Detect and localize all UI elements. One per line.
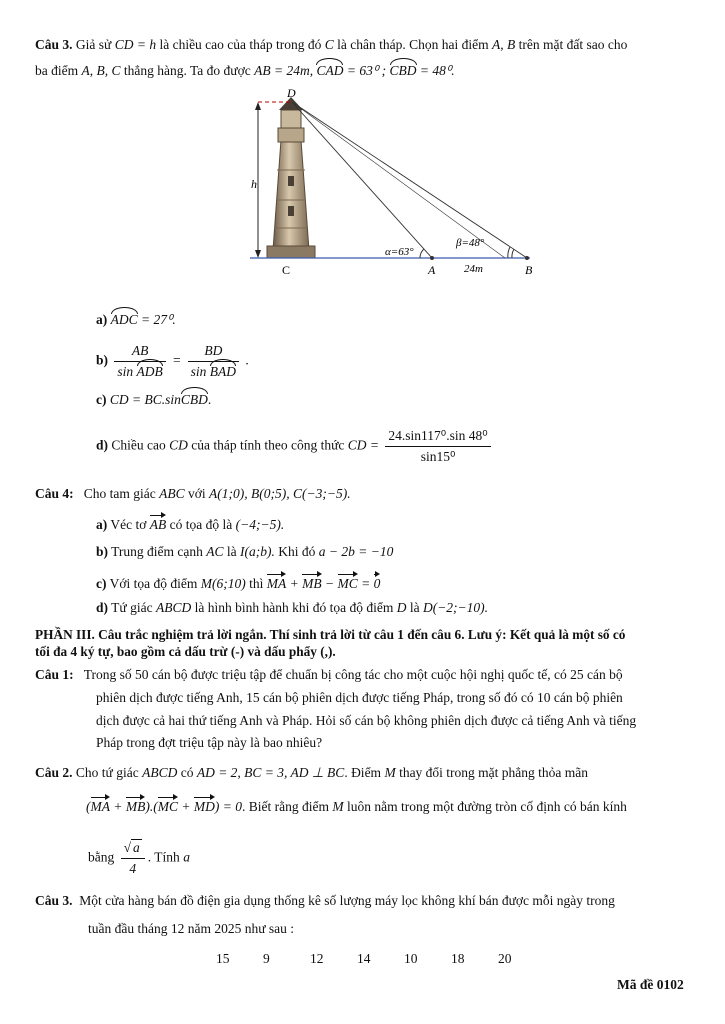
exam-code: Mã đề 0102 (617, 977, 684, 992)
text: trên mặt đất sao cho (518, 37, 628, 52)
label-h: h (251, 177, 257, 191)
fraction (121, 840, 145, 877)
vector-ma: MA (266, 576, 287, 591)
sin: sin (117, 364, 134, 379)
math: a − 2b = −10 (318, 544, 394, 559)
text: thì (249, 576, 264, 591)
math: C (324, 37, 334, 52)
p3-cau3-line2: tuần đầu tháng 12 năm 2025 như sau : (88, 921, 295, 936)
den: 4 (129, 861, 137, 876)
op: + (113, 799, 123, 814)
math: ABCD (142, 765, 178, 780)
c3-item-b (96, 343, 249, 380)
text: Với tọa độ điểm (109, 576, 198, 591)
num: AB (114, 343, 165, 362)
text: . Tính (147, 849, 180, 865)
vector-ab: AB (149, 517, 167, 532)
label: c) (96, 392, 107, 407)
p3-cau1-line4: Pháp trong đợt triệu tập này là bao nhiêu? (96, 735, 323, 750)
label: b) (96, 544, 109, 559)
text: Trong số 50 cán bộ được triệu tập để chuẩn bị công tác cho một cuộc hội nghị quốc tế, có 25 cán bộ (83, 667, 623, 682)
label-b: B (525, 263, 533, 277)
text: Trung điểm cạnh (111, 544, 203, 559)
c3-item-a (96, 312, 176, 328)
c4-item-a (96, 517, 284, 533)
dot: . (245, 352, 249, 368)
p3-cau1-line1 (35, 667, 623, 683)
value: 20 (498, 951, 512, 966)
text: với (188, 486, 206, 501)
math: AC (206, 544, 224, 559)
text: của tháp tính theo công thức (191, 437, 345, 453)
text: là chiều cao của tháp trong đó (159, 37, 322, 52)
fraction (188, 343, 239, 380)
math: ABC (159, 486, 185, 501)
part3-heading-2: tối đa 4 ký tự, bao gồm cả dấu trừ (-) và dấu phẩy (,). (35, 644, 336, 659)
math: CD = BC.sin (109, 392, 181, 407)
vector-mb: MB (302, 576, 322, 591)
math: M(6;10) (200, 576, 246, 591)
part3-heading-1: PHẦN III. Câu trắc nghiệm trả lời ngắn. Thí sinh trả lời từ câu 1 đến câu 6. Lưu ý: Kết quả là một số có (35, 627, 626, 642)
value: 9 (263, 951, 270, 966)
text: Khi đó (278, 544, 316, 559)
math: AD = 2, BC = 3, AD ⊥ BC (196, 765, 345, 780)
sales-values-row (216, 951, 545, 967)
vector-zero: 0 (373, 576, 381, 591)
angle-adc: ADC (110, 312, 138, 327)
math: D(−2;−10). (422, 600, 489, 615)
sin: sin (190, 364, 207, 379)
op: = 0 (222, 799, 242, 814)
vector-mc: MC (157, 799, 178, 814)
p3-cau1-line2: phiên dịch được tiếng Anh, 15 cán bộ phiên dịch được tiếng Pháp, trong số đó có 10 cán bộ phiên (96, 690, 623, 705)
p3-cau2-line3 (88, 840, 190, 877)
text: Tứ giác (111, 600, 153, 615)
op: + (181, 799, 191, 814)
sqrt: √ a (123, 840, 140, 855)
math: CD (169, 437, 188, 453)
cau4-label: Câu 4: (35, 486, 74, 501)
label: d) (96, 600, 109, 615)
c4-item-d (96, 600, 488, 616)
c3-item-c (96, 392, 211, 408)
lighthouse-tower (267, 97, 315, 258)
angle-cbd: CBD (389, 63, 417, 78)
p3-cau1-label: Câu 1: (35, 667, 74, 682)
angle-cad: CAD (316, 63, 344, 78)
text: . Biết rằng điểm (242, 799, 329, 814)
p3-cau2-line1 (35, 765, 588, 781)
op: . (149, 799, 154, 814)
c4-item-c (96, 576, 380, 592)
math: CD = h (114, 37, 157, 52)
num: 24.sin117⁰.sin 48⁰ (385, 428, 490, 447)
text: có tọa độ là (169, 517, 233, 532)
math: = 63⁰ ; (346, 63, 387, 78)
p3-cau2-label: Câu 2. (35, 765, 73, 780)
text: luôn nằm trong một đường tròn cố định có bán kính (346, 799, 627, 814)
math: CD = (347, 437, 380, 453)
math: (−4;−5). (235, 517, 285, 532)
math: I(a;b). (240, 544, 275, 559)
p3-cau1-line3: dịch được cả hai thứ tiếng Anh và Pháp. Hỏi số cán bộ không phiên dịch được cả tiếng Anh và tiếng (96, 713, 637, 728)
label-dist: 24m (464, 263, 483, 275)
vector-mb: MB (125, 799, 146, 814)
text: là chân tháp. Chọn hai điểm (337, 37, 489, 52)
math: = 27⁰. (141, 312, 176, 327)
angle-adb: ADB (136, 364, 163, 379)
vector-md: MD (193, 799, 215, 814)
c4-item-b (96, 544, 393, 560)
radicand: a (133, 840, 140, 855)
c3-item-d (96, 428, 494, 465)
vector-expression: (MA + MB).(MC + MD) = 0 (86, 799, 242, 814)
value: 12 (310, 951, 324, 966)
angle-bad: BAD (209, 364, 237, 379)
math: A(1;0), B(0;5), C(−3;−5). (209, 486, 351, 501)
text: Cho tam giác (83, 486, 156, 501)
vector-ma: MA (90, 799, 110, 814)
value: 10 (404, 951, 418, 966)
lighthouse-figure (0, 80, 725, 380)
math: M (332, 799, 344, 814)
cau3-line2 (35, 63, 455, 79)
label-d: D (287, 86, 296, 100)
angle-cbd: CBD (180, 392, 208, 407)
label-beta: β=48° (456, 237, 485, 249)
label-a: A (428, 263, 436, 277)
text: Giả sử (75, 37, 112, 52)
op: = (361, 576, 371, 591)
math: = 48⁰. (419, 63, 455, 78)
text: Một cửa hàng bán đồ điện gia dụng thống kê số lượng máy lọc không khí bán được mỗi ngày trong (79, 893, 615, 908)
num: BD (188, 343, 239, 362)
value: 14 (357, 951, 371, 966)
math: D (396, 600, 407, 615)
text: Cho tứ giác (75, 765, 139, 780)
math: ABCD (155, 600, 192, 615)
den: sin15⁰ (420, 449, 456, 464)
text: ba điểm (35, 63, 79, 78)
text: bằng (88, 849, 115, 865)
label: a) (96, 517, 108, 532)
p3-cau3-line1 (35, 893, 615, 909)
fraction (385, 428, 490, 465)
text: Chiều cao (111, 437, 166, 453)
p3-cau2-line2 (86, 799, 627, 815)
text: là hình bình hành khi đó tọa độ điểm (194, 600, 394, 615)
value: 18 (451, 951, 465, 966)
label-c: C (282, 263, 291, 277)
math: M (384, 765, 396, 780)
text: là (409, 600, 420, 615)
dot: . (207, 392, 212, 407)
text: là (226, 544, 237, 559)
math: a (183, 849, 190, 865)
text: . Điểm (344, 765, 382, 780)
cau3-line1 (35, 37, 627, 53)
vector-mc: MC (337, 576, 358, 591)
value: 15 (216, 951, 230, 966)
math: A, B, C (81, 63, 121, 78)
label: a) (96, 312, 108, 327)
fraction (114, 343, 165, 380)
label-alpha: α=63° (385, 246, 414, 258)
text: thay đổi trong mặt phẳng thỏa mãn (399, 765, 589, 780)
op: + (289, 576, 299, 591)
eq: = (172, 352, 182, 368)
text: thẳng hàng. Ta đo được (123, 63, 251, 78)
text: Véc tơ (110, 517, 147, 532)
label: b) (96, 352, 109, 368)
math: AB = 24m, (254, 63, 314, 78)
label: c) (96, 576, 107, 591)
text: có (180, 765, 194, 780)
cau4-line (35, 486, 351, 502)
label: d) (96, 437, 109, 453)
op: − (325, 576, 335, 591)
p3-cau3-label: Câu 3. (35, 893, 73, 908)
math: A, B (492, 37, 516, 52)
cau3-label: Câu 3. (35, 37, 73, 52)
